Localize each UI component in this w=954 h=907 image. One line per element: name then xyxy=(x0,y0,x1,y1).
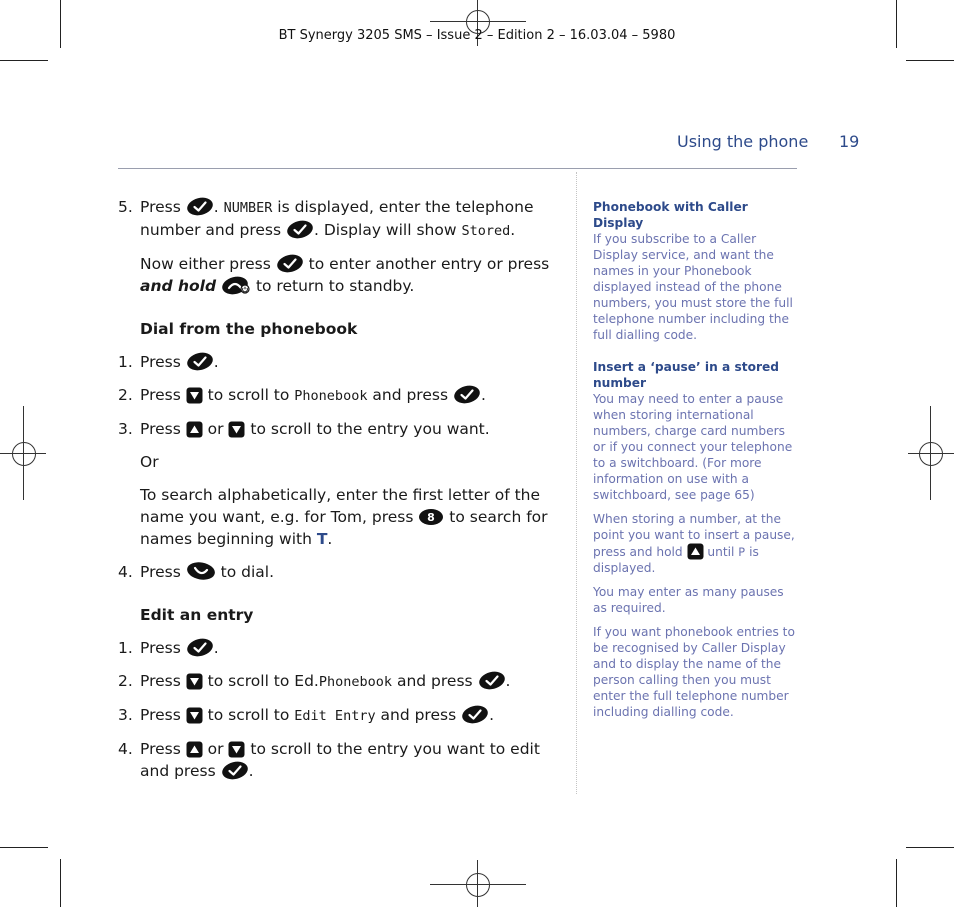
column-divider xyxy=(576,172,577,794)
page-number: 19 xyxy=(839,132,860,151)
display-text: Stored xyxy=(461,223,511,239)
ok-button-icon xyxy=(221,761,249,780)
step-1: 1. Press . xyxy=(118,637,564,659)
up-arrow-button-icon xyxy=(186,421,203,438)
paragraph: Or xyxy=(140,453,159,471)
up-arrow-button-icon xyxy=(186,741,203,758)
ok-button-icon xyxy=(461,705,489,724)
crop-mark xyxy=(0,60,48,61)
display-text: NUMBER xyxy=(223,200,273,216)
ok-button-icon xyxy=(478,671,506,690)
note-heading: Phonebook with Caller Display xyxy=(593,200,748,230)
step-number: 4. xyxy=(118,563,133,581)
note-text: You may enter as many pauses as required. xyxy=(593,585,784,615)
step-number: 5. xyxy=(118,198,133,216)
note-text: You may need to enter a pause when storing international numbers, charge card numbers or if you connect your telephone to a switchboard. (For more information on use with a switchboard, see page 65) xyxy=(593,392,793,502)
down-arrow-button-icon xyxy=(186,707,203,724)
end-call-button-icon xyxy=(221,276,251,295)
ok-button-icon xyxy=(453,385,481,404)
crop-mark xyxy=(906,60,954,61)
step-1: 1. Press . xyxy=(118,351,564,373)
header-rule xyxy=(118,168,797,169)
note-heading: Insert a ‘pause’ in a stored number xyxy=(593,360,779,390)
subheading-dial-from-phonebook: Dial from the phonebook xyxy=(140,320,358,338)
down-arrow-button-icon xyxy=(186,387,203,404)
key-8-icon xyxy=(418,508,444,526)
step-number: 3. xyxy=(118,420,133,438)
step-3: 3. Press or to scroll to the entry you want. xyxy=(118,420,490,438)
step-4: 4. Press to dial. xyxy=(118,561,564,583)
step-2: 2. Press to scroll to Ed.Phonebook and press . xyxy=(118,670,564,693)
display-text: Edit Entry xyxy=(294,708,376,724)
display-text: Phonebook xyxy=(294,388,368,404)
step-number: 2. xyxy=(118,386,133,404)
step-number: 3. xyxy=(118,706,133,724)
section-title: Using the phone xyxy=(677,132,809,151)
step-number: 4. xyxy=(118,740,133,758)
down-arrow-button-icon xyxy=(186,673,203,690)
note-text: If you subscribe to a Caller Display service, and want the names in your Phonebook displayed instead of the phone numbers, you must store the full telephone number including the full dialling code. xyxy=(593,232,793,342)
crop-mark xyxy=(906,847,954,848)
print-metadata: BT Synergy 3205 SMS – Issue 2 – Edition 2 – 16.03.04 – 5980 xyxy=(278,28,676,43)
note-text: When storing a number, at the point you want to insert a pause, press and hold until P is displayed. xyxy=(593,512,795,575)
down-arrow-button-icon xyxy=(228,741,245,758)
ok-button-icon xyxy=(186,638,214,657)
search-letter: T xyxy=(316,530,328,548)
paragraph: To search alphabetically, enter the first letter of the name you want, e.g. for Tom, press 8 to search for names beginning with T. xyxy=(140,486,548,548)
note-text: If you want phonebook entries to be recognised by Caller Display and to display the name of the person calling then you must enter the full telephone number including dialling code. xyxy=(593,625,795,719)
ok-button-icon xyxy=(286,220,314,239)
ok-button-icon xyxy=(186,197,214,216)
subheading-edit-an-entry: Edit an entry xyxy=(140,606,254,624)
display-text: Phonebook xyxy=(318,674,393,690)
svg-text:8: 8 xyxy=(427,511,436,524)
down-arrow-button-icon xyxy=(228,421,245,438)
call-button-icon xyxy=(186,561,216,581)
sidebar-notes xyxy=(593,199,799,728)
step-number: 1. xyxy=(118,353,133,371)
step-5: 5. Press . NUMBER is displayed, enter the telephone number and press . Display will show Stored. xyxy=(118,196,564,242)
paragraph: Now either press to enter another entry or press and hold to return to standby. xyxy=(118,253,564,297)
step-4: 4. Press or to scroll to the entry you want to edit and press . xyxy=(118,740,540,780)
crop-mark xyxy=(896,859,897,907)
up-arrow-button-icon xyxy=(687,543,704,560)
ok-button-icon xyxy=(186,352,214,371)
step-number: 2. xyxy=(118,672,133,690)
step-2: 2. Press to scroll to Phonebook and press . xyxy=(118,384,564,407)
crop-mark xyxy=(0,847,48,848)
crop-mark xyxy=(60,859,61,907)
main-column xyxy=(118,196,564,793)
step-number: 1. xyxy=(118,639,133,657)
ok-button-icon xyxy=(276,254,304,273)
step-3: 3. Press to scroll to Edit Entry and press . xyxy=(118,704,564,727)
